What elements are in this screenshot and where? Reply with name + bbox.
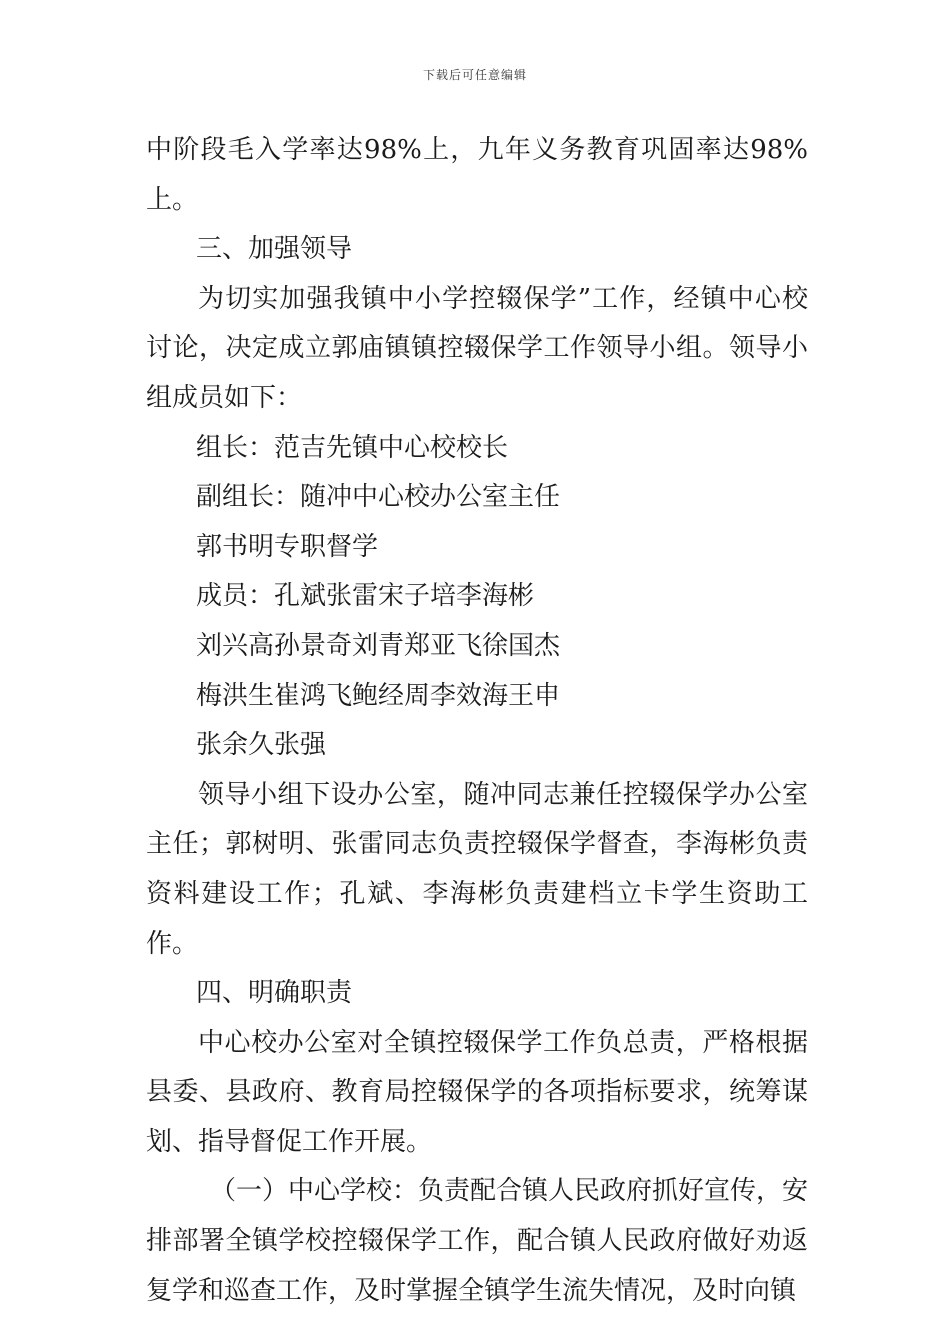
members-line-3: 梅洪生崔鸿飞鲍经周李效海王申 — [196, 680, 561, 711]
page-header: 下载后可任意编辑 — [422, 68, 527, 82]
paragraph-central-school: （一）中心学校：负责配合镇人民政府抓好宣传，安排部署全镇学校控辍保学工作，配合镇人民政府做好劝返复学和巡查工作，及时掌握全镇学生流失情况，及时向镇 — [146, 1176, 809, 1306]
paragraph-leadership-intro: 为切实加强我镇中小学控辍保学”工作，经镇中心校讨论，决定成立郭庙镇镇控辍保学工作领导小组。领导小组成员如下： — [146, 283, 808, 413]
paragraph-enrollment-rate: 中阶段毛入学率达98%上，九年义务教育巩固率达98%上。 — [146, 135, 808, 215]
member-deputy-leader: 副组长：随冲中心校办公室主任 — [196, 482, 561, 513]
section-heading-leadership: 三、加强领导 — [196, 234, 353, 265]
paragraph-office-responsibility: 中心校办公室对全镇控辍保学工作负总责，严格根据县委、县政府、教育局控辍保学的各项指标要求，统筹谋划、指导督促工作开展。 — [146, 1027, 808, 1157]
members-line-2: 刘兴高孙景奇刘青郑亚飞徐国杰 — [196, 630, 561, 661]
paragraph-office-setup: 领导小组下设办公室，随冲同志兼任控辍保学办公室主任；郭树明、张雷同志负责控辍保学督查，李海彬负责资料建设工作；孔斌、李海彬负责建档立卡学生资助工作。 — [146, 779, 808, 959]
section-heading-duties: 四、明确职责 — [196, 978, 353, 1009]
members-line-4: 张余久张强 — [196, 730, 327, 761]
members-line-1: 成员：孔斌张雷宋子培李海彬 — [196, 581, 535, 612]
member-supervisor: 郭书明专职督学 — [196, 531, 379, 562]
document-body — [146, 126, 808, 1316]
member-leader: 组长：范吉先镇中心校校长 — [196, 432, 509, 463]
